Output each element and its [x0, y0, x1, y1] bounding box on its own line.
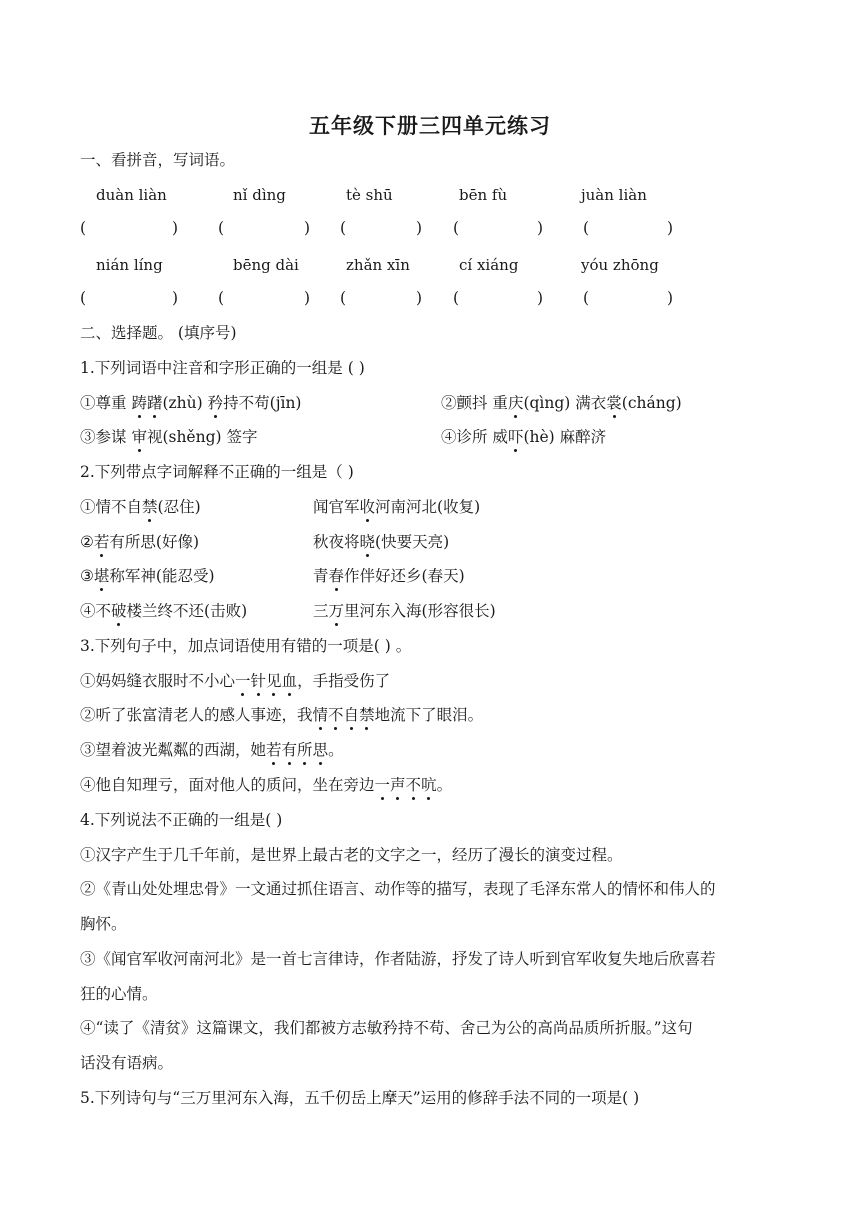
q2-option-left — [80, 497, 201, 517]
q3-option-c — [80, 740, 344, 760]
dotted-word: 万 — [328, 602, 345, 620]
q3-option-b — [80, 705, 483, 725]
option-text: 。 — [328, 741, 344, 759]
q4-option-c-cont: 狂的心情。 — [80, 985, 158, 1003]
dotted-word: 堪 — [93, 567, 110, 585]
pinyin: zhǎn xīn — [346, 256, 410, 274]
option-text: ②颤抖 重 — [441, 394, 508, 412]
option-text: 地流下了眼泪。 — [374, 706, 484, 724]
answer-blank-open: ( — [583, 289, 590, 307]
option-text: 河南河北(收复) — [375, 498, 481, 516]
q1-option-c — [80, 427, 258, 447]
answer-blank-open: ( — [218, 219, 225, 237]
q2-option-right — [313, 566, 465, 586]
option-text: 有所思(好像) — [109, 533, 200, 551]
dotted-char: 禁 — [359, 706, 375, 724]
dotted-char: 一 — [235, 672, 251, 690]
answer-blank-close: ) — [172, 219, 179, 237]
q3-option-a — [80, 671, 390, 691]
answer-blank-open: ( — [218, 289, 225, 307]
dotted-char: 血 — [281, 672, 298, 690]
q4-option-d: ④“读了《清贫》这篇课文，我们都被方志敏矜持不苟、舍己为公的高尚品质所折服。”这句 — [80, 1019, 693, 1037]
option-text: ② — [80, 533, 94, 551]
dotted-char: 吭 — [421, 776, 437, 794]
option-text: 闻官军 — [313, 498, 360, 516]
answer-blank-close: ) — [537, 219, 544, 237]
dotted-char: 一 — [374, 776, 391, 794]
pinyin: yóu zhōng — [581, 256, 659, 274]
dotted-char: 声 — [390, 776, 406, 794]
pinyin: duàn liàn — [96, 186, 167, 204]
dotted-word: 矜 — [207, 394, 224, 412]
dotted-word: 吓 — [507, 428, 524, 446]
dotted-char: 所 — [297, 741, 313, 759]
answer-blank-open: ( — [80, 219, 87, 237]
dotted-char: 针 — [250, 672, 267, 690]
dotted-char: 不 — [328, 706, 344, 724]
dotted-word: 晓 — [359, 533, 376, 551]
pinyin: nián líng — [96, 256, 163, 274]
answer-blank-close: ) — [537, 289, 544, 307]
pinyin: bēn fù — [459, 186, 508, 204]
option-text: ③ — [80, 567, 94, 585]
question-2-stem: 2.下列带点字词解释不正确的一组是（ ) — [80, 463, 354, 481]
answer-blank-close: ) — [416, 219, 423, 237]
dotted-char: 自 — [343, 706, 360, 724]
q4-option-d-cont: 话没有语病。 — [80, 1054, 174, 1072]
dotted-word: 裳 — [606, 394, 622, 412]
q3-option-d — [80, 775, 452, 795]
option-text: ①妈妈缝衣服时不小心 — [80, 672, 236, 690]
dotted-word: 若 — [93, 533, 110, 551]
pinyin: cí xiáng — [459, 256, 519, 274]
pinyin: bēng dài — [233, 256, 299, 274]
option-text: 作伴好还乡(春天) — [344, 567, 465, 585]
option-text: 三 — [313, 602, 329, 620]
dotted-word: 禁 — [142, 498, 158, 516]
dotted-char: 思 — [312, 741, 329, 759]
option-text: ②听了张富清老人的感人事迹，我 — [80, 706, 313, 724]
answer-blank-open: ( — [340, 289, 347, 307]
q2-option-left — [80, 532, 199, 552]
answer-blank-open: ( — [80, 289, 87, 307]
option-text: 称军神(能忍受) — [109, 567, 215, 585]
q4-option-b: ②《青山处处埋忠骨》一文通过抓住语言、动作等的描写，表现了毛泽东常人的情怀和伟人的 — [80, 880, 716, 898]
answer-blank-open: ( — [453, 219, 460, 237]
q4-option-b-cont: 胸怀。 — [80, 915, 127, 933]
answer-blank-close: ) — [667, 289, 674, 307]
dotted-word — [313, 706, 375, 724]
answer-blank-close: ) — [667, 219, 674, 237]
answer-blank-open: ( — [583, 219, 590, 237]
option-text: ，手指受伤了 — [297, 672, 391, 690]
option-text: (忍住) — [157, 498, 201, 516]
option-text: 持不苟(jīn) — [223, 394, 302, 412]
option-text: (cháng) — [621, 394, 682, 412]
page-title: 五年级下册三四单元练习 — [309, 113, 551, 138]
option-text: ③参谋 — [80, 428, 132, 446]
q2-option-right — [313, 601, 496, 621]
option-text: ④不 — [80, 602, 112, 620]
q1-option-d — [441, 427, 606, 447]
dotted-char: 躇 — [146, 394, 163, 412]
dotted-word: 庆 — [507, 394, 524, 412]
dotted-word: 春 — [328, 567, 345, 585]
dotted-char: 不 — [405, 776, 422, 794]
option-text: ③望着波光粼粼的西湖，她 — [80, 741, 267, 759]
answer-blank-close: ) — [172, 289, 179, 307]
answer-blank-open: ( — [340, 219, 347, 237]
option-text: 青 — [313, 567, 329, 585]
dotted-word: 破 — [111, 602, 127, 620]
question-3-stem: 3.下列句子中，加点词语使用有错的一项是( ) 。 — [80, 637, 412, 655]
q2-option-left — [80, 566, 215, 586]
q4-option-c: ③《闻官军收河南河北》是一首七言律诗，作者陆游，抒发了诗人听到官军收复失地后欣喜若 — [80, 950, 716, 968]
q1-option-a — [80, 393, 301, 413]
option-text: 视(shěng) 签字 — [146, 428, 258, 446]
pinyin: nǐ dìng — [233, 186, 286, 204]
option-text: 。 — [436, 776, 453, 794]
option-text: ①情不自 — [80, 498, 143, 516]
q2-option-right — [313, 497, 480, 517]
dotted-char: 见 — [266, 672, 282, 690]
option-text: (快要天亮) — [375, 533, 450, 551]
question-4-stem: 4.下列说法不正确的一组是( ) — [80, 811, 283, 829]
q4-option-a: ①汉字产生于几千年前，是世界上最古老的文字之一，经历了漫长的演变过程。 — [80, 846, 623, 864]
option-text: (hè) 麻醉济 — [523, 428, 607, 446]
question-5-stem: 5.下列诗句与“三万里河东入海，五千仞岳上摩天”运用的修辞手法不同的一项是( ) — [80, 1089, 640, 1107]
q2-option-left — [80, 601, 247, 621]
pinyin: tè shū — [346, 186, 393, 204]
answer-blank-open: ( — [453, 289, 460, 307]
dotted-word — [375, 776, 437, 794]
dotted-word — [131, 394, 162, 412]
dotted-char: 若 — [266, 741, 282, 759]
option-text: ④他自知理亏，面对他人的质问，坐在旁边 — [80, 776, 375, 794]
option-text: 楼兰终不还(击败) — [126, 602, 248, 620]
q1-option-b — [441, 393, 682, 413]
section2-heading: 二、选择题。 (填序号) — [80, 324, 237, 342]
answer-blank-close: ) — [304, 289, 311, 307]
option-text: ④诊所 威 — [441, 428, 508, 446]
section1-heading: 一、看拼音，写词语。 — [80, 151, 236, 169]
answer-blank-close: ) — [416, 289, 423, 307]
dotted-word — [235, 672, 297, 690]
dotted-word: 收 — [359, 498, 376, 516]
pinyin: juàn liàn — [581, 186, 647, 204]
option-text: 秋夜将 — [313, 533, 360, 551]
q2-option-right — [313, 532, 449, 552]
option-text: (zhù) — [162, 394, 208, 412]
dotted-char: 情 — [312, 706, 329, 724]
answer-blank-close: ) — [304, 219, 311, 237]
option-text: 里河东入海(形容很长) — [344, 602, 496, 620]
dotted-word: 审 — [131, 428, 147, 446]
option-text: ①尊重 — [80, 394, 132, 412]
dotted-char: 有 — [281, 741, 298, 759]
question-1-stem: 1.下列词语中注音和字形正确的一组是 ( ) — [80, 359, 365, 377]
dotted-word — [266, 741, 328, 759]
dotted-char: 踌 — [131, 394, 147, 412]
option-text: (qìng) 满衣 — [523, 394, 607, 412]
